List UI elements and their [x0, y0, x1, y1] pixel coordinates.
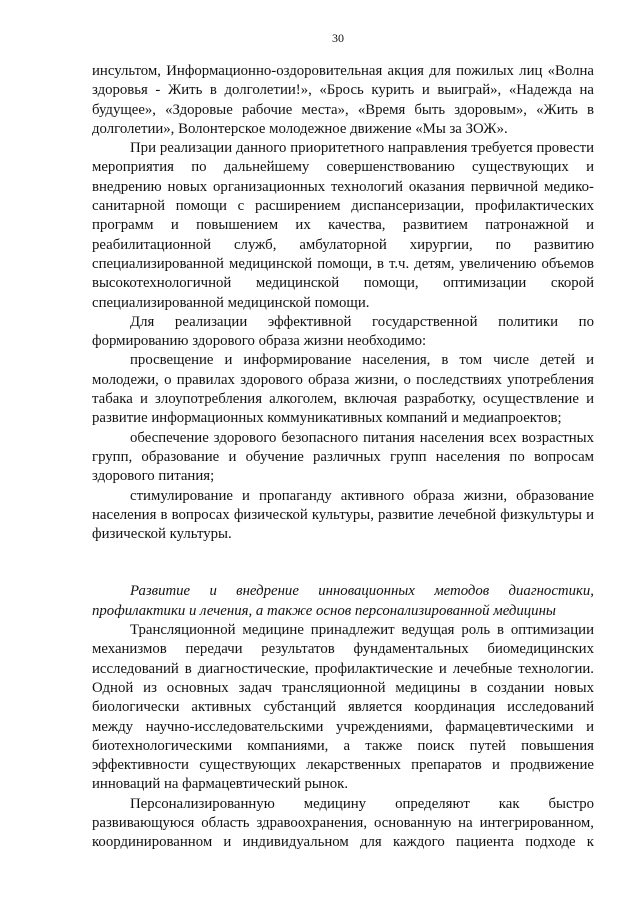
paragraph-translational-medicine: Трансляционной медицине принадлежит ведущая роль в оптимизации механизмов передачи результатов фундаментальных биомедицинских исследований в диагностические, профилактические и лечебные технологии. Одной из основных задач трансляционной медицины в создании новых биологически активных субстанций является координация исследований между научно-исследовательскими учреждениями, фармацевтическими и биотехнологическими компаниями, а также поиск путей повышения эффективности существующих лекарственных препаратов и продвижение инноваций на фармацевтический рынок. [92, 622, 594, 793]
paragraph-education: просвещение и информирование населения, в том числе детей и молодежи, о правилах здорового образа жизни, о последствиях употребления табака и злоупотребления алкоголем, включая разработку, осуществление и развитие информационных коммуникативных компаний и медиапроектов; [92, 352, 594, 427]
paragraph-continuation: инсультом, Информационно-оздоровительная акция для пожилых лиц «Волна здоровья - Жить в долголетии!», «Брось курить и выиграй», «Надежда на будущее», «Здоровые рабочие места», «Время быть здоровым», «Жить в долголетии», Волонтерское молодежное движение «Мы за ЗОЖ». [92, 63, 594, 137]
page-number: 30 [332, 31, 344, 45]
paragraph-priority-direction: При реализации данного приоритетного направления требуется провести мероприятия по дальнейшему совершенствованию существующих и внедрению новых организационных технологий оказания первичной медико-санитарной помощи с расширением диспансеризации, профилактических программ и повышением их качества, развитием патронажной и реабилитационной служб, амбулаторной хирургии, по развитию специализированной медицинской помощи, в т.ч. детям, увеличению объемов высокотехнологичной медицинской помощи, оптимизации скорой специализированной медицинской помощи. [92, 140, 594, 311]
document-body [92, 62, 594, 853]
paragraph-personalized-medicine: Персонализированную медицину определяют как быстро развивающуюся область здравоохранения, основанную на интегрированном, координированном и индивидуальном для каждого пациента подходе к [92, 795, 594, 851]
section-heading: Развитие и внедрение инновационных методов диагностики, профилактики и лечения, а также основ персонализированной медицины [92, 583, 594, 619]
section-spacer [92, 544, 594, 582]
document-page [92, 30, 594, 853]
paragraph-nutrition: обеспечение здорового безопасного питания населения всех возрастных групп, образование и обучение различных групп населения по вопросам здорового питания; [92, 429, 594, 485]
paragraph-physical-activity: стимулирование и пропаганду активного образа жизни, образование населения в вопросах физической культуры, развитие лечебной физкультуры и физической культуры. [92, 487, 594, 543]
paragraph-policy-intro: Для реализации эффективной государственной политики по формированию здорового образа жизни необходимо: [92, 313, 594, 350]
